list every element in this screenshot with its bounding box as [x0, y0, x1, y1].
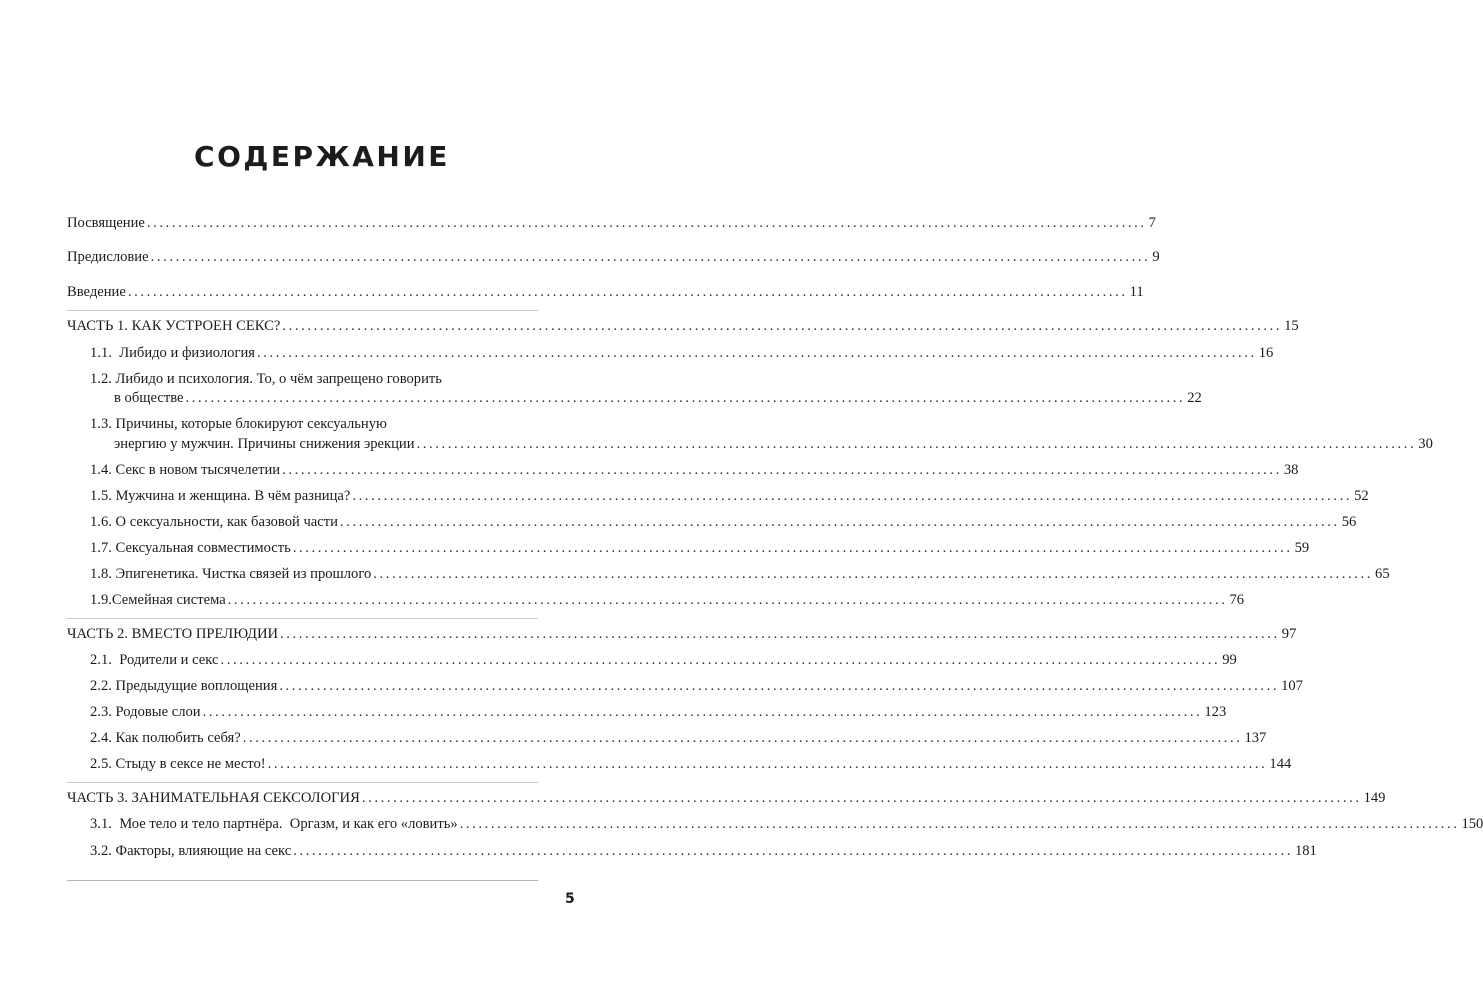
toc-entry-page: 97 — [1281, 626, 1297, 642]
toc-entry-page: 107 — [1281, 678, 1303, 694]
toc-entry-1-4[interactable] — [90, 462, 1299, 479]
toc-entry-page: 181 — [1294, 843, 1317, 859]
toc-entry-1-6[interactable] — [90, 514, 1357, 531]
toc-entry-label: 2.1. Родители и секс — [90, 652, 219, 668]
toc-entry-1-2[interactable] — [114, 390, 1202, 407]
toc-entry-2-2[interactable] — [90, 678, 1303, 695]
toc-leader-dots: ................................................................................................................................................................ — [267, 756, 1268, 772]
toc-entry-1-2-line1[interactable]: 1.2. Либидо и психология. То, о чём запрещено говорить — [90, 371, 442, 387]
toc-part-1[interactable] — [67, 318, 1299, 335]
toc-entry-label: 1.7. Сексуальная совместимость — [90, 540, 291, 556]
toc-entry-preface[interactable] — [67, 249, 1160, 266]
toc-entry-label: 2.2. Предыдущие воплощения — [90, 678, 278, 694]
toc-entry-page: 99 — [1222, 652, 1237, 668]
toc-part-label: ЧАСТЬ 3. ЗАНИМАТЕЛЬНАЯ СЕКСОЛОГИЯ — [67, 790, 360, 806]
toc-entry-2-5[interactable] — [90, 756, 1292, 773]
toc-leader-dots: ................................................................................................................................................................ — [127, 284, 1128, 300]
toc-leader-dots: ................................................................................................................................................................ — [242, 730, 1243, 746]
toc-entry-page: 7 — [1148, 215, 1156, 231]
toc-entry-1-8[interactable] — [90, 566, 1390, 583]
toc-entry-label: 1.9.Семейная система — [90, 592, 226, 608]
toc-leader-dots: ................................................................................................................................................................ — [257, 345, 1257, 361]
toc-leader-dots: ................................................................................................................................................................ — [352, 488, 1353, 504]
toc-leader-dots: ................................................................................................................................................................ — [459, 816, 1460, 832]
toc-leader-dots: ................................................................................................................................................................ — [416, 436, 1417, 452]
toc-leader-dots: ................................................................................................................................................................ — [227, 592, 1228, 608]
toc-entry-page: 15 — [1284, 318, 1299, 334]
toc-entry-page: 149 — [1363, 790, 1386, 806]
toc-entry-3-1[interactable] — [90, 816, 1483, 833]
toc-entry-page: 22 — [1187, 390, 1202, 406]
toc-entry-page: 123 — [1204, 704, 1227, 720]
toc-entry-2-1[interactable] — [90, 652, 1237, 669]
toc-entry-label: 1.4. Секс в новом тысячелетии — [90, 462, 281, 478]
toc-entry-label: энергию у мужчин. Причины снижения эрекции — [114, 436, 415, 452]
toc-part-label: ЧАСТЬ 2. ВМЕСТО ПРЕЛЮДИИ — [67, 626, 279, 642]
toc-entry-label: 1.8. Эпигенетика. Чистка связей из прошлого — [90, 566, 372, 582]
toc-entry-page: 144 — [1269, 756, 1292, 772]
toc-entry-label: 3.1. Мое тело и тело партнёра. Оргазм, и как его «ловить» — [90, 816, 458, 832]
toc-entry-3-2[interactable] — [90, 843, 1317, 860]
toc-leader-dots: ................................................................................................................................................................ — [282, 318, 1283, 334]
toc-entry-page: 137 — [1244, 730, 1267, 746]
section-divider — [67, 618, 538, 619]
toc-leader-dots: ................................................................................................................................................................ — [339, 514, 1340, 530]
toc-entry-page: 11 — [1129, 284, 1144, 300]
toc-entry-page: 30 — [1418, 436, 1433, 452]
toc-entry-2-4[interactable] — [90, 730, 1267, 747]
toc-entry-1-9[interactable] — [90, 592, 1245, 609]
toc-entry-dedication[interactable] — [67, 215, 1156, 232]
toc-entry-page: 59 — [1294, 540, 1310, 556]
toc-entry-label: 1.5. Мужчина и женщина. В чём разница? — [90, 488, 351, 504]
toc-leader-dots: ................................................................................................................................................................ — [279, 678, 1280, 694]
toc-entry-label: 2.4. Как полюбить себя? — [90, 730, 241, 746]
toc-entry-page: 76 — [1229, 592, 1245, 608]
toc-entry-page: 150 — [1461, 816, 1483, 832]
toc-part-2[interactable] — [67, 626, 1297, 643]
toc-entry-page: 52 — [1354, 488, 1369, 504]
toc-entry-1-3-line1[interactable]: 1.3. Причины, которые блокируют сексуальную — [90, 416, 387, 432]
toc-entry-page: 16 — [1258, 345, 1274, 361]
toc-leader-dots: ................................................................................................................................................................ — [292, 540, 1293, 556]
page-number: 5 — [565, 891, 575, 907]
page-title: СОДЕРЖАНИЕ — [194, 140, 450, 173]
toc-leader-dots: ................................................................................................................................................................ — [220, 652, 1221, 668]
toc-entry-label: 1.1. Либидо и физиология — [90, 345, 255, 361]
toc-entry-introduction[interactable] — [67, 284, 1144, 301]
toc-leader-dots: ................................................................................................................................................................ — [361, 790, 1362, 806]
toc-entry-label: 2.3. Родовые слои — [90, 704, 201, 720]
toc-entry-label: Посвящение — [67, 215, 145, 231]
toc-leader-dots: ................................................................................................................................................................ — [373, 566, 1374, 582]
toc-leader-dots: ................................................................................................................................................................ — [282, 462, 1282, 478]
toc-entry-page: 65 — [1375, 566, 1390, 582]
footer-rule — [67, 880, 538, 881]
toc-leader-dots: ................................................................................................................................................................ — [185, 390, 1186, 406]
toc-entry-1-3[interactable] — [114, 436, 1433, 453]
toc-entry-label: 2.5. Стыду в сексе не место! — [90, 756, 266, 772]
toc-entry-label: 3.2. Факторы, влияющие на секс — [90, 843, 292, 859]
toc-part-3[interactable] — [67, 790, 1386, 807]
toc-leader-dots: ................................................................................................................................................................ — [146, 215, 1147, 231]
toc-entry-1-5[interactable] — [90, 488, 1369, 505]
section-divider — [67, 782, 538, 783]
toc-entry-page: 9 — [1152, 249, 1160, 265]
toc-entry-label: в обществе — [114, 390, 184, 406]
toc-entry-label: 1.6. О сексуальности, как базовой части — [90, 514, 338, 530]
section-divider — [67, 310, 538, 311]
toc-leader-dots: ................................................................................................................................................................ — [280, 626, 1280, 642]
toc-leader-dots: ................................................................................................................................................................ — [150, 249, 1151, 265]
toc-entry-label: Предисловие — [67, 249, 149, 265]
toc-part-label: ЧАСТЬ 1. КАК УСТРОЕН СЕКС? — [67, 318, 281, 334]
toc-leader-dots: ................................................................................................................................................................ — [202, 704, 1203, 720]
toc-entry-1-7[interactable] — [90, 540, 1310, 557]
toc-leader-dots: ................................................................................................................................................................ — [293, 843, 1293, 859]
toc-entry-1-1[interactable] — [90, 345, 1274, 362]
toc-entry-page: 38 — [1283, 462, 1299, 478]
toc-entry-label: Введение — [67, 284, 126, 300]
toc-entry-2-3[interactable] — [90, 704, 1227, 721]
toc-entry-page: 56 — [1341, 514, 1357, 530]
